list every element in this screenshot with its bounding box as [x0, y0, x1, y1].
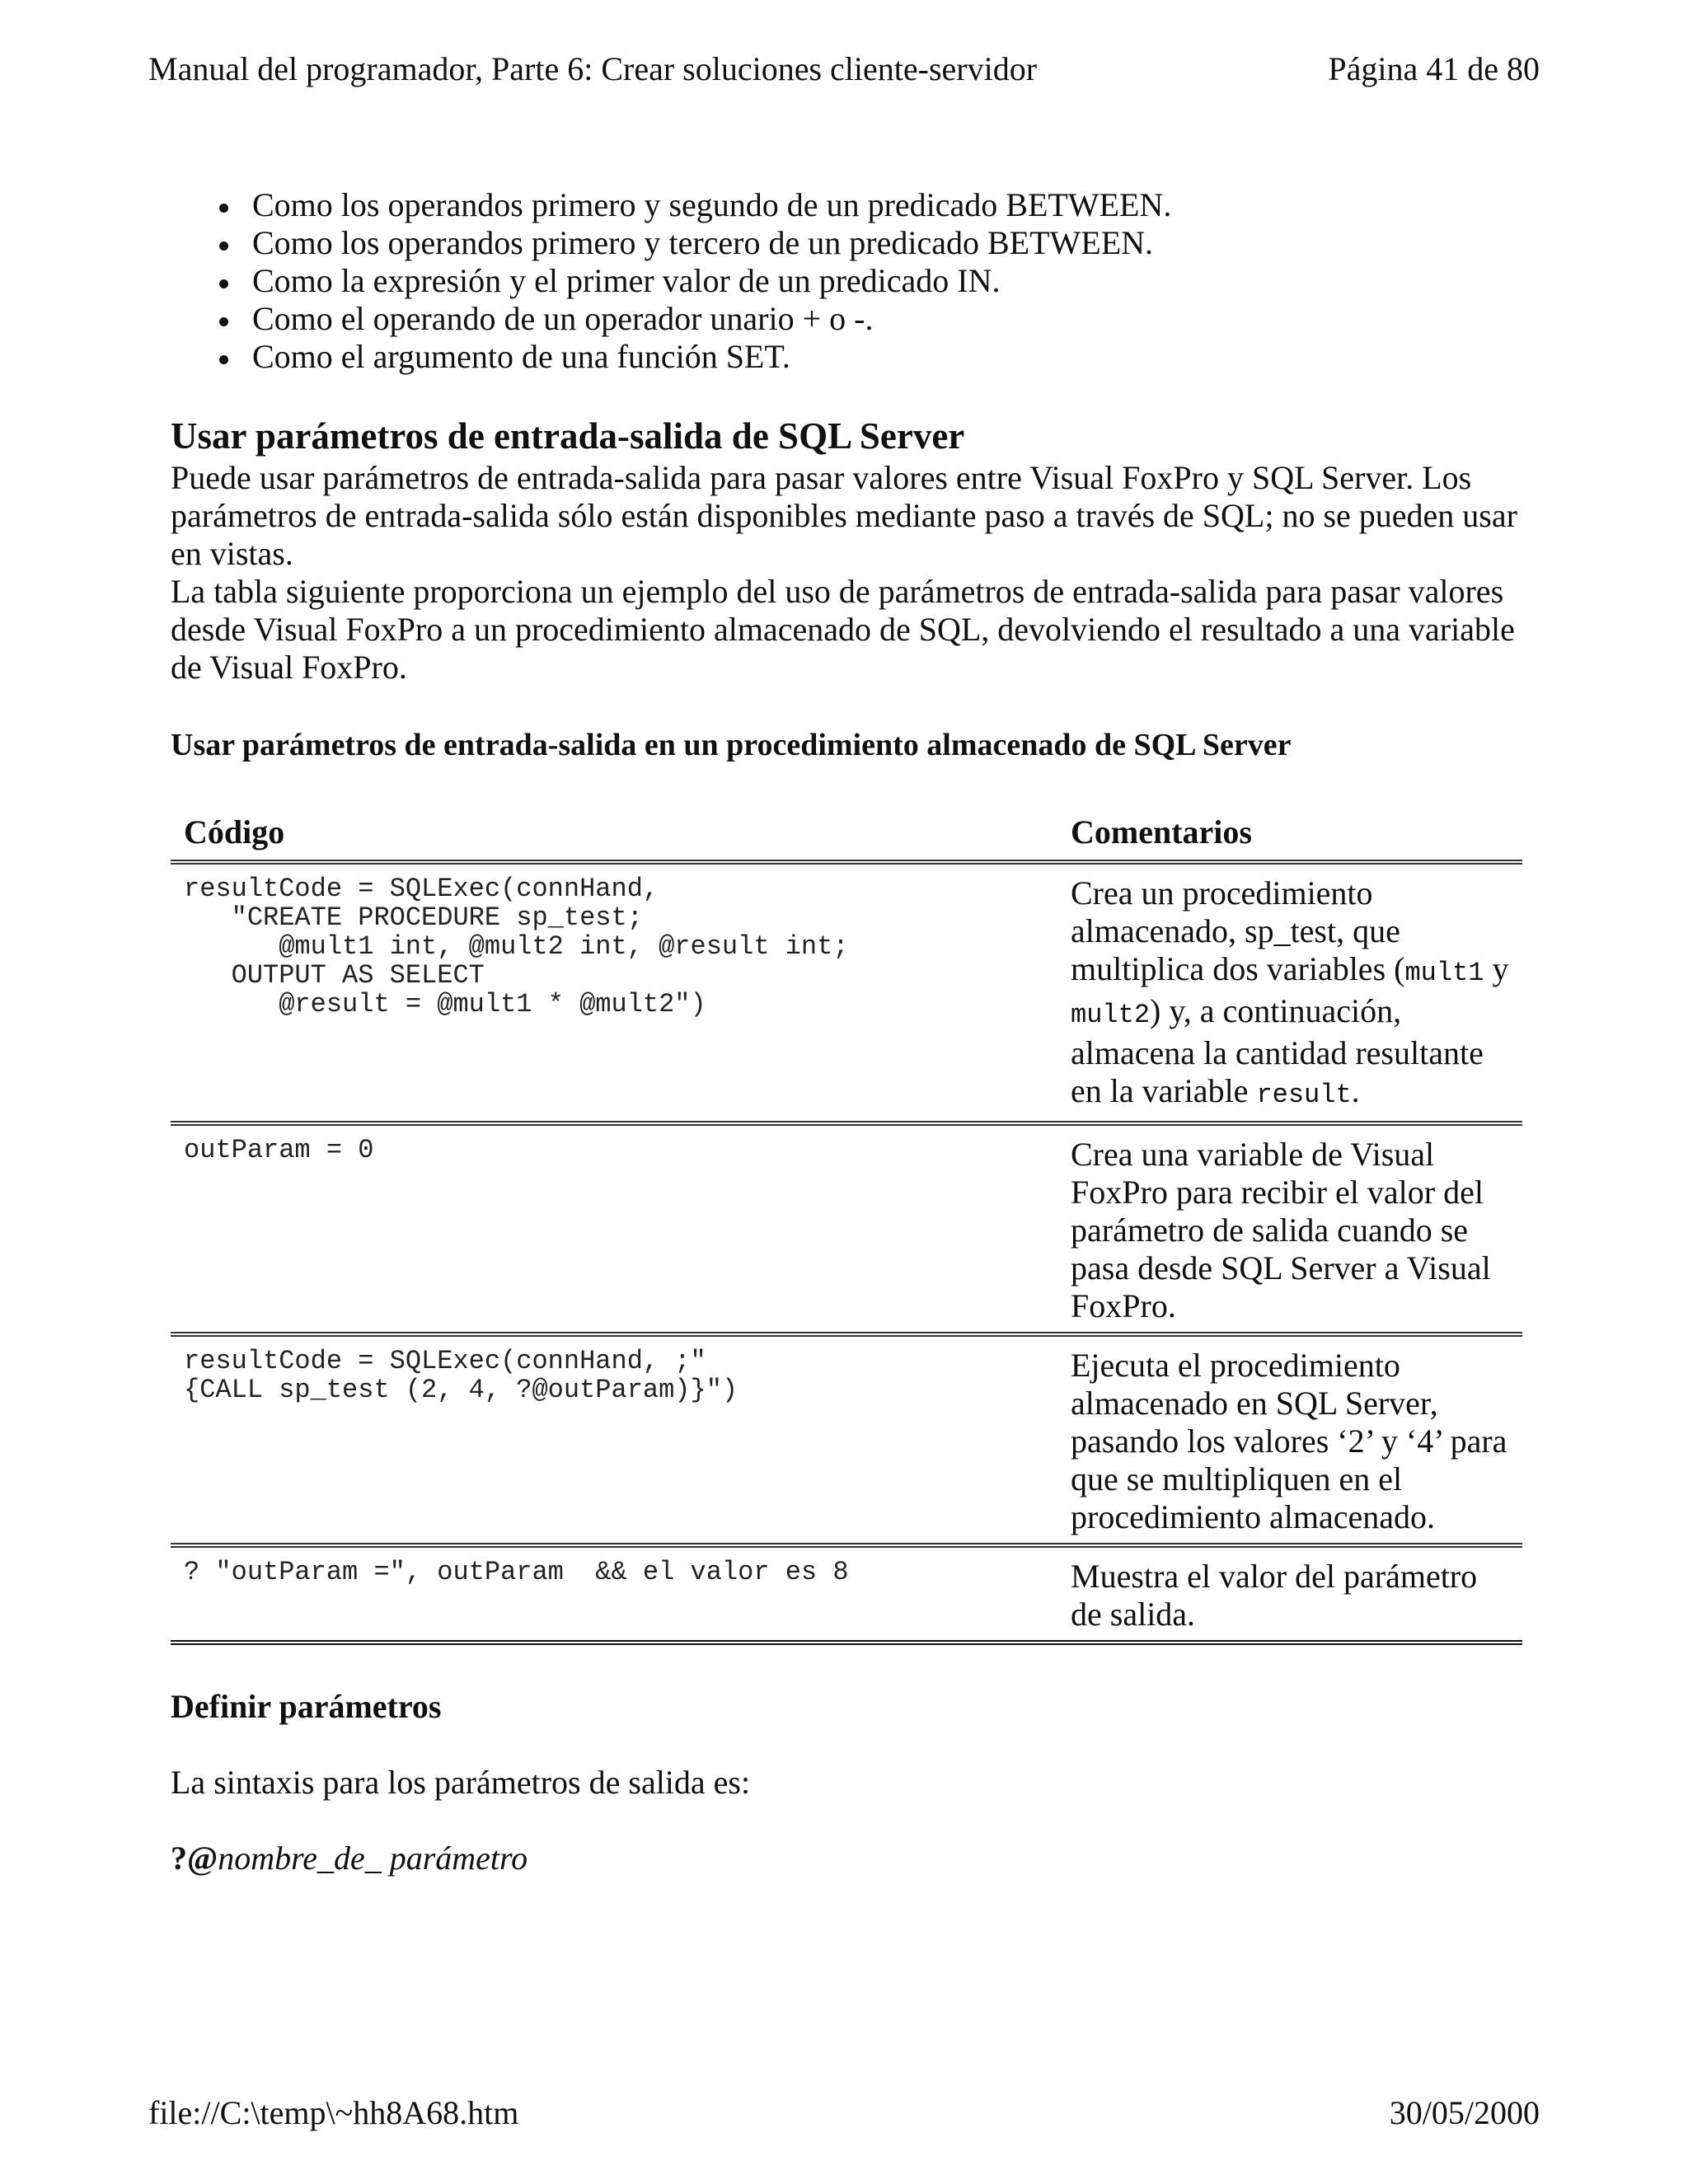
- comment-cell: Ejecuta el procedimiento almacenado en SQL Server, pasando los valores ‘2’ y ‘4’ para que se multipliquen en el procedimiento almacenado.: [1057, 1334, 1522, 1545]
- inline-code: result: [1256, 1080, 1352, 1110]
- page-number: Página 41 de 80: [1328, 50, 1540, 87]
- print-date: 30/05/2000: [1389, 2094, 1540, 2131]
- syntax-intro: La sintaxis para los parámetros de salida es:: [171, 1764, 751, 1801]
- comment-text: .: [1351, 1072, 1360, 1109]
- document-title: Manual del programador, Parte 6: Crear soluciones cliente-servidor: [148, 50, 1038, 87]
- code-cell: [171, 1545, 1057, 1643]
- inline-code: mult2: [1071, 1000, 1151, 1030]
- column-header-code: Código: [171, 804, 1057, 862]
- list-item: Como el argumento de una función SET.: [252, 338, 1531, 376]
- section-heading: Usar parámetros de entrada-salida de SQL Server: [171, 415, 965, 457]
- code-cell: [171, 862, 1057, 1123]
- table-heading: Usar parámetros de entrada-salida en un procedimiento almacenado de SQL Server: [171, 728, 1292, 762]
- page-footer: [148, 2092, 1540, 2135]
- page-content: [171, 186, 1531, 1877]
- file-path: file://C:\temp\~hh8A68.htm: [148, 2094, 519, 2131]
- code-table: [171, 804, 1522, 1645]
- code-block: resultCode = SQLExec(connHand, ;" {CALL sp_test (2, 4, ?@outParam)}"): [184, 1346, 738, 1405]
- table-row: [171, 1545, 1522, 1643]
- table-description-paragraph: La tabla siguiente proporciona un ejemplo del uso de parámetros de entrada-salida para pasar valores desde Visual FoxPro a un procedimiento almacenado de SQL, devolviendo el resultado a una variable de Visual FoxPro.: [171, 573, 1515, 686]
- code-block: ? "outParam =", outParam && el valor es 8: [184, 1557, 849, 1587]
- code-block: outParam = 0: [184, 1135, 374, 1165]
- code-cell: [171, 1334, 1057, 1545]
- list-item: Como los operandos primero y segundo de un predicado BETWEEN.: [252, 186, 1531, 224]
- table-row: [171, 1334, 1522, 1545]
- syntax-prefix: ?@: [171, 1840, 218, 1877]
- code-cell: [171, 1123, 1057, 1334]
- bullet-list: [171, 186, 1531, 376]
- comment-text: Crea un procedimiento almacenado, sp_test, que multiplica dos variables (: [1071, 874, 1405, 987]
- table-row: [171, 1123, 1522, 1334]
- code-block: resultCode = SQLExec(connHand, "CREATE PROCEDURE sp_test; @mult1 int, @mult2 int, @result int; OUTPUT AS SELECT @result = @mult1 * @mult2"): [184, 874, 849, 1019]
- list-item: Como la expresión y el primer valor de un predicado IN.: [252, 262, 1531, 300]
- inline-code: mult1: [1404, 958, 1484, 988]
- syntax-line: [171, 1840, 1531, 1877]
- intro-paragraph: Puede usar parámetros de entrada-salida para pasar valores entre Visual FoxPro y SQL Server. Los parámetros de entrada-salida sólo están disponibles mediante paso a través de SQL; no se pueden usar en vistas.: [171, 459, 1517, 572]
- syntax-parameter-name: nombre_de_ parámetro: [218, 1840, 528, 1877]
- list-item: Como el operando de un operador unario + o -.: [252, 300, 1531, 338]
- list-item: Como los operandos primero y tercero de un predicado BETWEEN.: [252, 224, 1531, 262]
- table-row: [171, 862, 1522, 1123]
- comment-cell: [1057, 862, 1522, 1123]
- table-header-row: [171, 804, 1522, 862]
- page-header: [148, 48, 1540, 91]
- comment-cell: Crea una variable de Visual FoxPro para recibir el valor del parámetro de salida cuando se pasa desde SQL Server a Visual FoxPro.: [1057, 1123, 1522, 1334]
- subsection-heading: Definir parámetros: [171, 1688, 442, 1725]
- comment-cell: Muestra el valor del parámetro de salida.: [1057, 1545, 1522, 1643]
- column-header-comments: Comentarios: [1057, 804, 1522, 862]
- comment-text: ) y, a continuación, almacena la cantidad resultante en la variable: [1071, 992, 1484, 1109]
- comment-text: y: [1484, 950, 1509, 987]
